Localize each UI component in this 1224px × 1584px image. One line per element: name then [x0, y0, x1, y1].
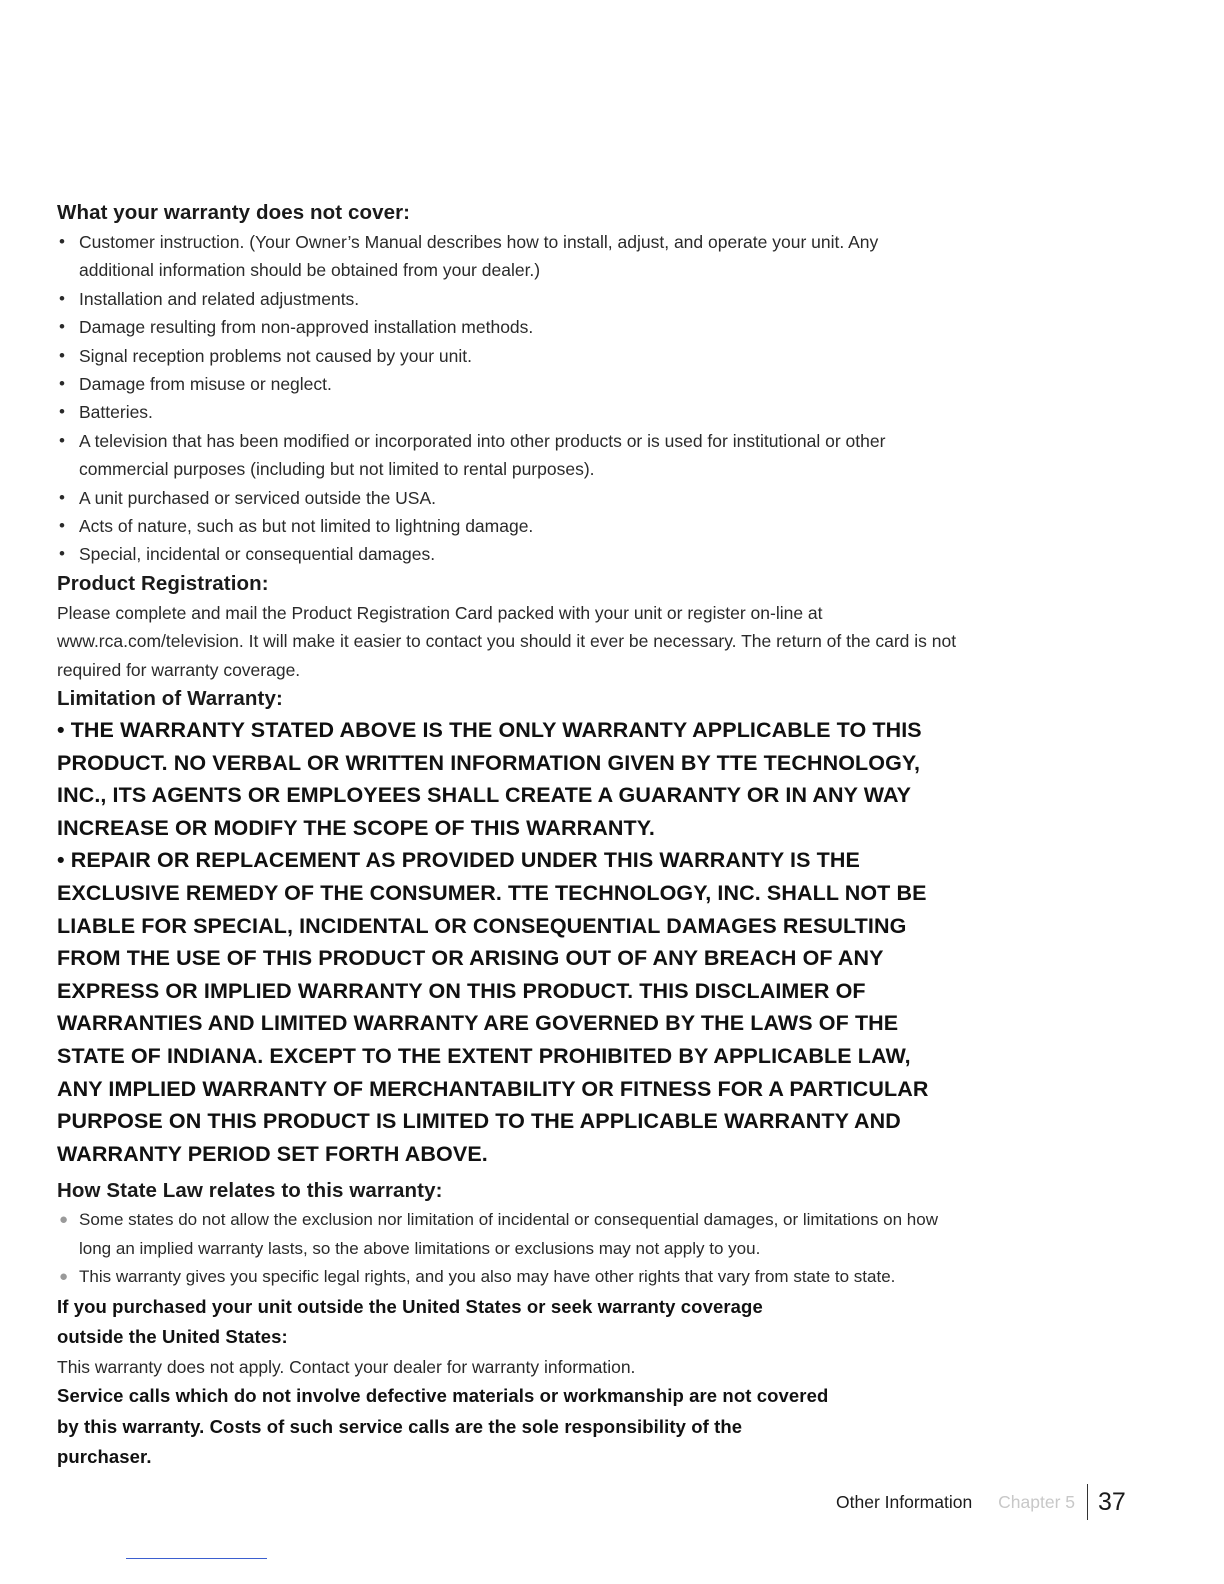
list-item — [57, 398, 957, 426]
limitation-paragraph-2: • REPAIR OR REPLACEMENT AS PROVIDED UNDER THIS WARRANTY IS THE EXCLUSIVE REMEDY OF THE CONSUMER. TTE TECHNOLOGY, INC. SHALL NOT BE LIABLE FOR SPECIAL, INCIDENTAL OR CONSEQUENTIAL DAMAGES RESULTING FROM THE USE OF THIS PRODUCT OR ARISING OUT OF ANY BREACH OF ANY EXPRESS OR IMPLIED WARRANTY ON THIS PRODUCT. THIS DISCLAIMER OF WARRANTIES AND LIMITED WARRANTY ARE GOVERNED BY THE LAWS OF THE STATE OF INDIANA. EXCEPT TO THE EXTENT PROHIBITED BY APPLICABLE LAW, ANY IMPLIED WARRANTY OF MERCHANTABILITY OR FITNESS FOR A PARTICULAR PURPOSE ON THIS PRODUCT IS LIMITED TO THE APPLICABLE WARRANTY AND WARRANTY PERIOD SET FORTH ABOVE. — [57, 848, 929, 1166]
list-item — [57, 370, 957, 398]
footer-chapter-label: Chapter 5 — [998, 1491, 1076, 1512]
bullet-icon: ● — [59, 1268, 69, 1286]
list-item-text: Signal reception problems not caused by your unit. — [79, 345, 473, 366]
list-item-text: A television that has been modified or incorporated into other products or is used for institutional or other commercial purposes (including but not limited to rental purposes). — [79, 430, 886, 480]
bullet-icon: • — [59, 317, 65, 337]
list-item — [57, 512, 957, 540]
list-item — [57, 427, 957, 484]
list-item — [57, 484, 957, 512]
list-item-text: Damage from misuse or neglect. — [79, 374, 332, 395]
list-item — [57, 313, 957, 341]
state-law-list — [57, 1206, 957, 1291]
list-item — [57, 228, 957, 285]
footer-section-label: Other Information — [836, 1491, 973, 1512]
list-item — [57, 342, 957, 370]
warranty-page-content — [57, 198, 957, 1473]
bullet-icon: ● — [59, 1211, 69, 1229]
registration-text: Please complete and mail the Product Registration Card packed with your unit or register on-line at www.rca.com/television. It will make it easier to contact you should it ever be necessary. The return of the card is not required for warranty coverage. — [57, 602, 957, 680]
registration-heading: Product Registration: — [57, 571, 269, 595]
list-item-text: Customer instruction. (Your Owner’s Manual describes how to install, adjust, and operate your unit. Any additional information should be obtained from your dealer.) — [79, 232, 879, 281]
list-item — [57, 540, 957, 568]
bullet-icon: • — [59, 232, 65, 251]
list-item-text: Installation and related adjustments. — [79, 288, 360, 309]
page-footer — [836, 1484, 1126, 1520]
not-cover-heading: What your warranty does not cover: — [57, 201, 411, 224]
list-item-text: A unit purchased or serviced outside the USA. — [79, 487, 437, 508]
footer-divider — [1087, 1484, 1088, 1520]
list-item — [57, 1206, 957, 1263]
bullet-icon: • — [59, 374, 65, 394]
list-item-text: Damage resulting from non-approved installation methods. — [79, 317, 534, 338]
list-item-text: Batteries. — [79, 402, 153, 423]
state-law-heading: How State Law relates to this warranty: — [57, 1179, 443, 1203]
bottom-rule — [126, 1558, 267, 1559]
bullet-icon: • — [59, 516, 65, 536]
limitation-heading: Limitation of Warranty: — [57, 687, 283, 711]
list-item-text: Some states do not allow the exclusion nor limitation of incidental or consequential damages, or limitations on how long an implied warranty lasts, so the above limitations or exclusions may not apply to you. — [79, 1210, 938, 1258]
outside-us-heading: If you purchased your unit outside the United States or seek warranty coverage outside the United States: — [57, 1295, 763, 1348]
outside-us-text: This warranty does not apply. Contact your dealer for warranty information. — [57, 1356, 636, 1377]
list-item — [57, 1263, 957, 1291]
list-item-text: Special, incidental or consequential damages. — [79, 544, 436, 565]
limitation-paragraph-1: • THE WARRANTY STATED ABOVE IS THE ONLY WARRANTY APPLICABLE TO THIS PRODUCT. NO VERBAL OR WRITTEN INFORMATION GIVEN BY TTE TECHNOLOGY, INC., ITS AGENTS OR EMPLOYEES SHALL CREATE A GUARANTY OR IN ANY WAY INCREASE OR MODIFY THE SCOPE OF THIS WARRANTY. — [57, 718, 922, 840]
bullet-icon: • — [59, 430, 65, 450]
bullet-icon: • — [59, 402, 65, 422]
not-cover-list — [57, 228, 957, 569]
bullet-icon: • — [59, 487, 65, 507]
bullet-icon: • — [59, 345, 65, 365]
service-calls-text: Service calls which do not involve defective materials or workmanship are not covered by this warranty. Costs of such service calls are the sole responsibility of the purchaser. — [57, 1385, 829, 1468]
list-item-text: This warranty gives you specific legal rights, and you also may have other rights that vary from state to state. — [79, 1267, 896, 1287]
page-number: 37 — [1098, 1487, 1126, 1516]
bullet-icon: • — [59, 544, 65, 564]
list-item — [57, 285, 957, 313]
list-item-text: Acts of nature, such as but not limited to lightning damage. — [79, 516, 534, 537]
bullet-icon: • — [59, 288, 65, 308]
